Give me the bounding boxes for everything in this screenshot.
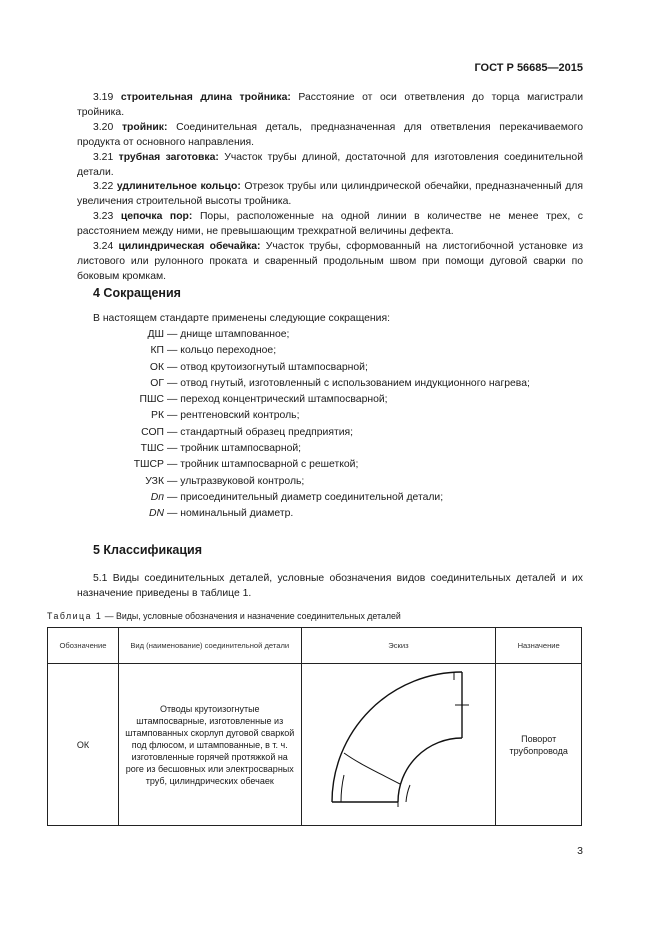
definition-item: 3.24 цилиндрическая обечайка: Участок трубы, сформованный на листогибочной установке из листового или рулонного проката и сваренный продольным швом при помощи дуговой сварки по боковым кромкам. — [77, 241, 583, 282]
standard-header: ГОСТ Р 56685—2015 — [474, 62, 583, 74]
definition-item: 3.23 цепочка пор: Поры, расположенные на одной линии в количестве не менее трех, с расстоянием между ними, не превышающим трехкратной величины дефекта. — [77, 211, 584, 238]
cell-sketch — [301, 664, 496, 826]
section-4-title: 4 Сокращения — [93, 286, 181, 300]
list-item: РК — рентгеновский контроль; — [151, 410, 300, 422]
header-purpose: Назначение — [496, 628, 582, 664]
list-item: DN — номинальный диаметр. — [148, 508, 294, 520]
list-item: КП — кольцо переходное; — [150, 345, 277, 357]
classification-text: 5.1 Виды соединительных деталей, условные обозначения видов соединительных деталей и их назначение приведены в таблице 1. — [77, 573, 583, 599]
definition-item: 3.20 тройник: Соединительная деталь, предназначенная для ответвления перекачиваемого продукта от основного направления. — [77, 121, 584, 148]
header-sketch: Эскиз — [301, 628, 496, 664]
list-item: СОП — стандартный образец предприятия; — [141, 426, 354, 438]
header-kind: Вид (наименование) соединительной детали — [118, 628, 301, 664]
cell-purpose: Поворот трубопровода — [496, 664, 582, 826]
list-item: ДШ — днище штампованное; — [147, 329, 290, 340]
table-header-row — [48, 628, 582, 664]
abbreviations-list — [77, 329, 597, 525]
page-number: 3 — [577, 845, 583, 857]
list-item: ПШС — переход концентрический штампосварной; — [139, 394, 388, 406]
list-item: УЗК — ультразвуковой контроль; — [145, 475, 305, 487]
section-5-title: 5 Классификация — [93, 543, 203, 557]
bottom-band — [341, 775, 344, 802]
definitions-block — [77, 91, 583, 285]
cell-kind: Отводы крутоизогнутые штампосварные, изготовленные из штампованных скорлуп дуговой сваркой под флюсом, и штампованные, в т. ч. изготовленные горячей протяжкой на роге из бесшовных или электросварных труб, цилиндрических обечаек — [118, 664, 301, 826]
definition-item: 3.22 удлинительное кольцо: Отрезок трубы или цилиндрической обечайки, предназначенный для увеличения строительной высоты тройника. — [77, 181, 583, 208]
weld-seam — [344, 753, 400, 784]
definition-item: 3.21 трубная заготовка: Участок трубы длиной, достаточной для изготовления соединительной детали. — [77, 151, 583, 178]
header-designation: Обозначение — [48, 628, 119, 664]
table-row — [48, 664, 582, 826]
elbow-sketch — [303, 665, 493, 822]
list-item: ОГ — отвод гнутый, изготовленный с использованием индукционного нагрева; — [150, 377, 530, 389]
bottom-band-inner — [406, 785, 410, 802]
list-item: ТШСР — тройник штампосварной с решеткой; — [133, 459, 359, 471]
definition-item: 3.19 строительная длина тройника: Расстояние от оси ответвления до торца магистрали тройника. — [77, 92, 584, 118]
table-caption: Таблица 1 — Виды, условные обозначения и назначение соединительных деталей — [47, 611, 401, 621]
list-item: ОК — отвод крутоизогнутый штампосварной; — [149, 361, 368, 373]
list-item: ТШС — тройник штампосварной; — [140, 443, 302, 455]
abbreviations-intro: В настоящем стандарте применены следующие сокращения: — [93, 313, 390, 324]
cell-code: ОК — [48, 664, 119, 826]
list-item: Dп — присоединительный диаметр соединительной детали; — [150, 491, 444, 503]
table-1 — [47, 627, 582, 826]
